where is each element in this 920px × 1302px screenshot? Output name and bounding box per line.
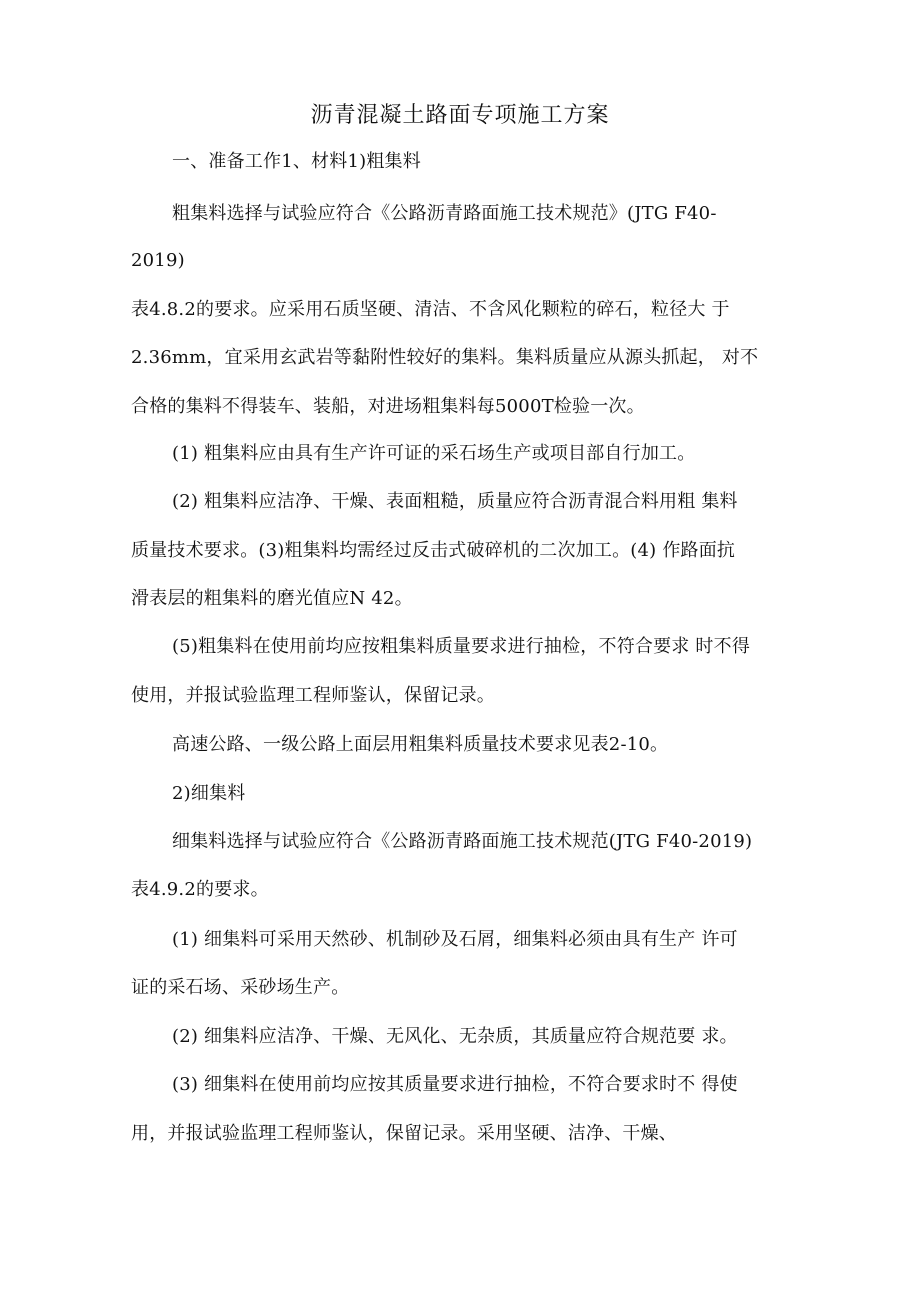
text-line-15: 细集料选择与试验应符合《公路沥青路面施工技术规范(JTG F40-2019) xyxy=(172,831,753,852)
text-line-7: (1) 粗集料应由具有生产许可证的采石场生产或项目部自行加工。 xyxy=(172,443,696,464)
text-line-5: 2.36mm，宜采用玄武岩等黏附性较好的集料。集料质量应从源头抓起， 对不 xyxy=(131,347,759,368)
text-line-3: 2019) xyxy=(131,250,185,271)
text-line-16: 表4.9.2的要求。 xyxy=(131,879,269,900)
text-line-20: (3) 细集料在使用前均应按其质量要求进行抽检，不符合要求时不 得使 xyxy=(172,1074,738,1095)
text-line-21: 用，并报试验监理工程师鉴认，保留记录。采用坚硬、洁净、干燥、 xyxy=(131,1123,677,1144)
text-line-14: 2)细集料 xyxy=(172,783,246,804)
document-title: 沥青混凝土路面专项施工方案 xyxy=(310,103,610,128)
text-line-18: 证的采石场、采砂场生产。 xyxy=(131,977,350,998)
text-line-4: 表4.8.2的要求。应采用石质坚硬、清洁、不含风化颗粒的碎石，粒径大 于 xyxy=(131,299,730,320)
text-line-10: 滑表层的粗集料的磨光值应N 42。 xyxy=(131,588,413,609)
text-line-8: (2) 粗集料应洁净、干燥、表面粗糙，质量应符合沥青混合料用粗 集料 xyxy=(172,491,738,512)
text-line-12: 使用，并报试验监理工程师鉴认，保留记录。 xyxy=(131,685,495,706)
text-line-6: 合格的集料不得装车、装船，对进场粗集料每5000T检验一次。 xyxy=(131,396,645,417)
text-line-19: (2) 细集料应洁净、干燥、无风化、无杂质，其质量应符合规范要 求。 xyxy=(172,1026,738,1047)
text-line-11: (5)粗集料在使用前均应按粗集料质量要求进行抽检，不符合要求 时不得 xyxy=(172,636,751,657)
text-line-9: 质量技术要求。(3)粗集料均需经过反击式破碎机的二次加工。(4) 作路面抗 xyxy=(131,540,736,561)
text-line-2: 粗集料选择与试验应符合《公路沥青路面施工技术规范》(JTG F40- xyxy=(172,203,717,224)
text-line-13: 高速公路、一级公路上面层用粗集料质量技术要求见表2-10。 xyxy=(172,734,669,755)
text-line-1: 一、准备工作1、材料1)粗集料 xyxy=(172,151,421,172)
text-line-17: (1) 细集料可采用天然砂、机制砂及石屑，细集料必须由具有生产 许可 xyxy=(172,929,738,950)
